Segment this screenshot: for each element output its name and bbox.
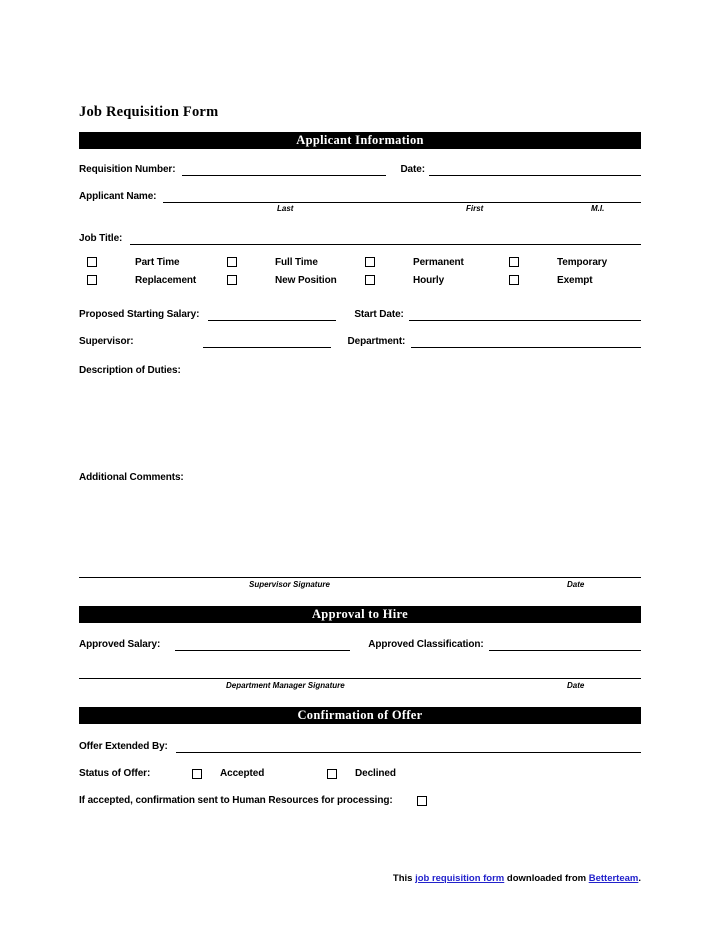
footer-middle: downloaded from [504,873,589,884]
checkbox-confirmation-sent[interactable] [417,796,427,806]
name-part-labels [79,204,641,218]
section-header-confirmation-of-offer: Confirmation of Offer [79,707,641,724]
department-manager-signature-line[interactable] [79,678,641,679]
offer-extended-by-row [79,737,641,753]
checkbox-label-new-position: New Position [275,274,337,286]
checkbox-hourly[interactable] [365,275,375,285]
status-of-offer-row [79,766,641,784]
additional-comments-label: Additional Comments: [79,471,184,483]
approved-classification-label: Approved Classification: [368,638,484,650]
department-manager-signature-label: Department Manager Signature [226,680,345,690]
supervisor-signature-labels [79,580,641,594]
checkbox-part-time[interactable] [87,257,97,267]
checkbox-permanent[interactable] [365,257,375,267]
employment-type-checkbox-grid [79,257,641,295]
supervisor-row [79,332,641,348]
checkbox-label-declined: Declined [355,767,396,779]
checkbox-cell-temporary[interactable] [509,257,607,268]
checkbox-declined[interactable] [327,769,337,779]
footer-link-form[interactable]: job requisition form [415,873,505,884]
confirmation-sent-row [79,793,641,811]
supervisor-signature-date-label: Date [567,579,585,589]
checkbox-cell-new-position[interactable] [227,275,337,286]
date-input[interactable] [429,163,641,176]
description-of-duties-label: Description of Duties: [79,364,181,376]
department-label: Department: [347,335,406,347]
footer-attribution [79,873,641,884]
department-input[interactable] [411,335,641,348]
section-header-applicant-information: Applicant Information [79,132,641,149]
checkbox-label-full-time: Full Time [275,256,318,268]
additional-comments-input[interactable] [79,485,641,577]
approved-salary-label: Approved Salary: [79,638,161,650]
checkbox-cell-hourly[interactable] [365,275,444,286]
supervisor-input[interactable] [203,335,331,348]
checkbox-label-hourly: Hourly [413,274,445,286]
supervisor-signature-label: Supervisor Signature [249,579,330,589]
department-manager-signature-date-label: Date [567,680,585,690]
approved-salary-row [79,635,641,651]
offer-extended-by-label: Offer Extended By: [79,740,168,752]
proposed-starting-salary-label: Proposed Starting Salary: [79,308,200,320]
date-label: Date: [400,163,425,175]
page-title: Job Requisition Form [79,104,219,120]
checkbox-label-temporary: Temporary [557,256,608,268]
name-part-middle-initial-label: M.I. [591,203,605,213]
proposed-starting-salary-input[interactable] [208,308,336,321]
checkbox-label-exempt: Exempt [557,274,593,286]
description-of-duties-input[interactable] [79,378,641,458]
requisition-number-row [79,160,641,176]
checkbox-cell-exempt[interactable] [509,275,593,286]
checkbox-cell-part-time[interactable] [87,257,180,268]
checkbox-label-permanent: Permanent [413,256,464,268]
applicant-name-row [79,187,641,203]
name-part-first-label: First [466,203,484,213]
checkbox-cell-permanent[interactable] [365,257,464,268]
proposed-salary-row [79,305,641,321]
requisition-number-input[interactable] [182,163,386,176]
approved-classification-input[interactable] [489,638,641,651]
checkbox-label-accepted: Accepted [220,767,265,779]
checkbox-cell-full-time[interactable] [227,257,318,268]
checkbox-new-position[interactable] [227,275,237,285]
checkbox-accepted[interactable] [192,769,202,779]
job-title-label: Job Title: [79,232,123,244]
requisition-number-label: Requisition Number: [79,163,176,175]
applicant-name-label: Applicant Name: [79,190,157,202]
start-date-input[interactable] [409,308,641,321]
checkbox-label-part-time: Part Time [135,256,180,268]
supervisor-signature-line[interactable] [79,577,641,578]
checkbox-temporary[interactable] [509,257,519,267]
confirmation-sent-label: If accepted, confirmation sent to Human Resources for processing: [79,794,393,806]
footer-prefix: This [392,873,416,884]
checkbox-exempt[interactable] [509,275,519,285]
approved-salary-input[interactable] [175,638,350,651]
job-title-row [79,229,641,245]
checkbox-replacement[interactable] [87,275,97,285]
footer-link-site[interactable]: Betterteam [588,873,639,884]
name-part-last-label: Last [277,203,294,213]
checkbox-label-replacement: Replacement [135,274,197,286]
job-title-input[interactable] [130,232,641,245]
additional-comments-block [79,467,641,577]
offer-extended-by-input[interactable] [176,740,641,753]
checkbox-cell-replacement[interactable] [87,275,196,286]
applicant-name-input[interactable] [163,190,641,203]
checkbox-full-time[interactable] [227,257,237,267]
description-of-duties-block [79,360,641,458]
supervisor-label: Supervisor: [79,335,134,347]
section-header-approval-to-hire: Approval to Hire [79,606,641,623]
status-of-offer-label: Status of Offer: [79,767,151,779]
start-date-label: Start Date: [354,308,404,320]
form-body [79,105,641,811]
footer-suffix: . [638,873,641,884]
department-manager-signature-labels [79,681,641,695]
